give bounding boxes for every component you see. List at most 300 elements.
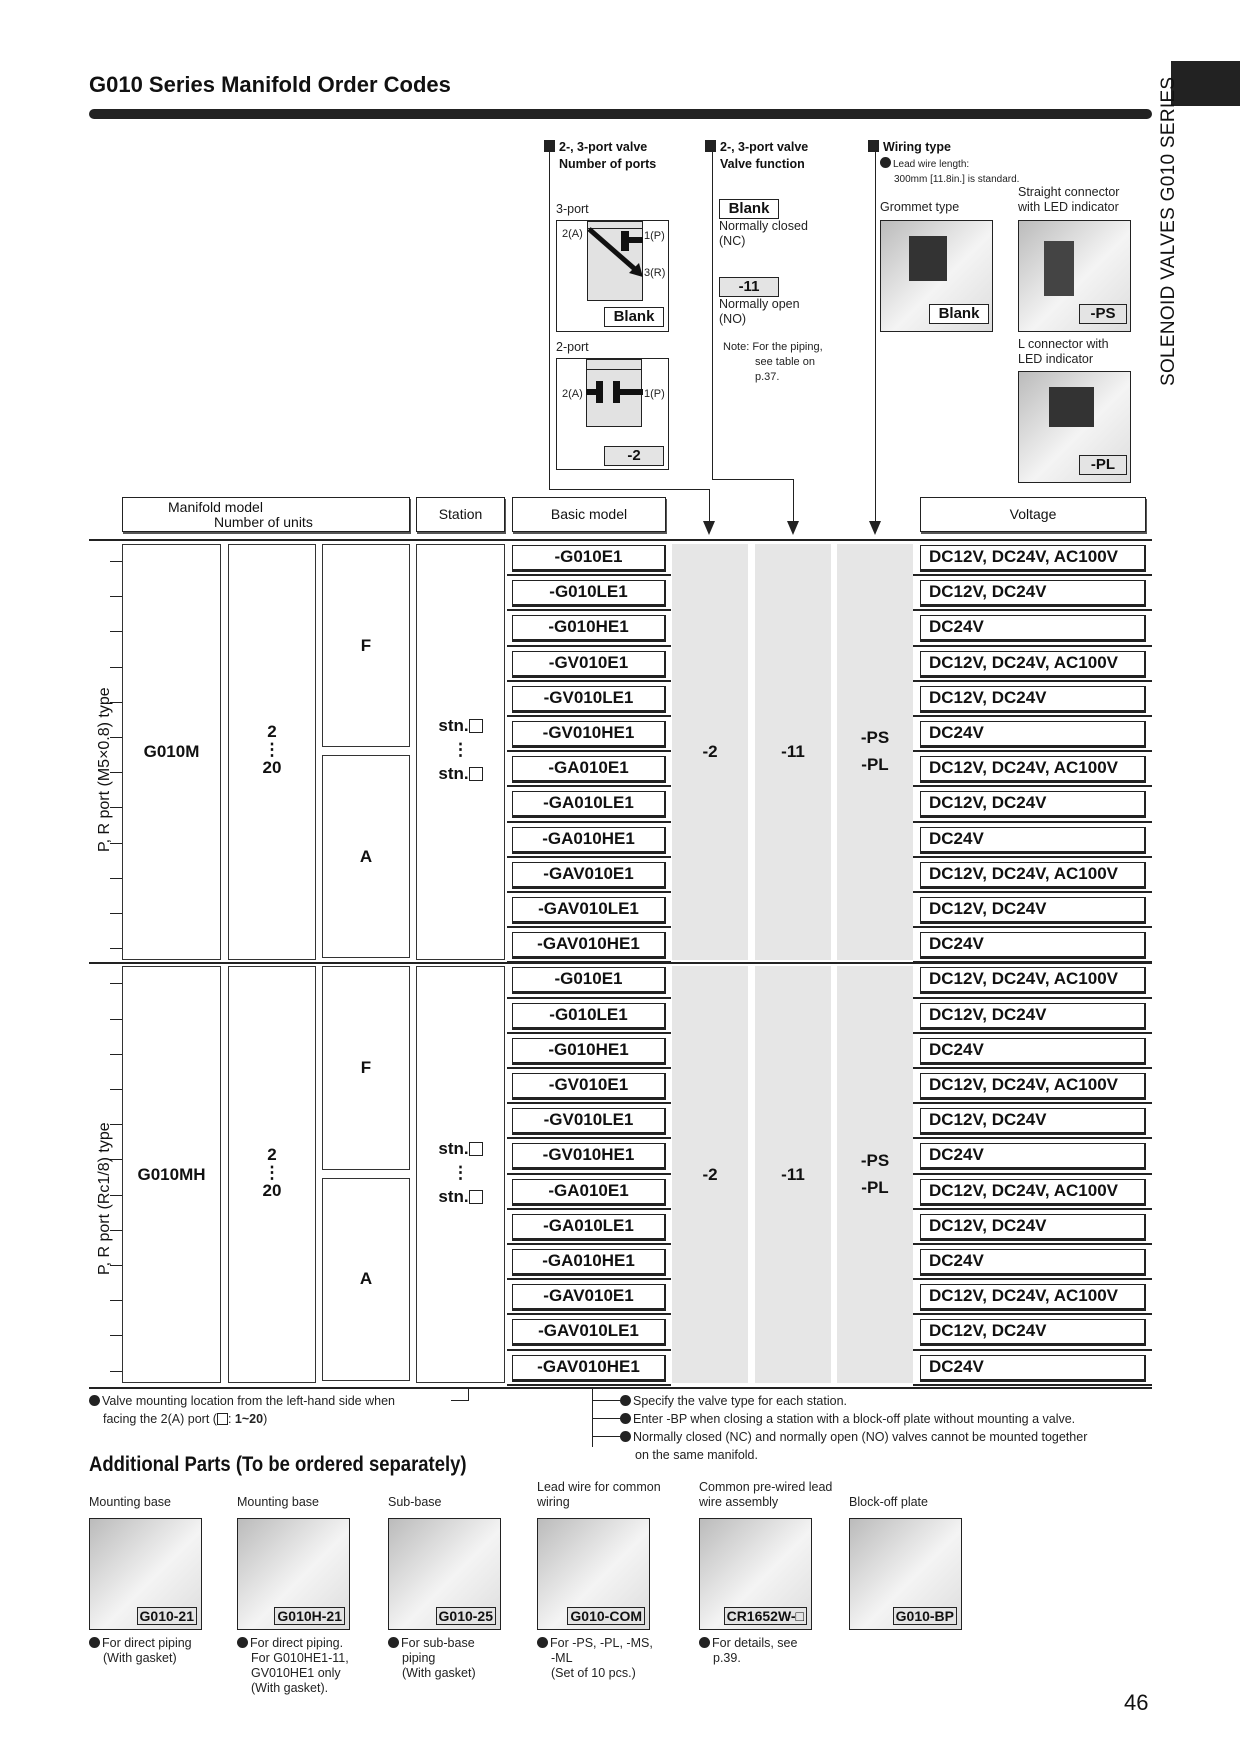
voltage-value: DC24V bbox=[920, 615, 1146, 642]
ports-heading bbox=[544, 139, 656, 173]
station-box-icon bbox=[469, 719, 483, 733]
part-photo bbox=[237, 1518, 350, 1630]
mount-side-a: A bbox=[359, 1269, 373, 1289]
basic-model-code: -GA010E1 bbox=[512, 1179, 666, 1206]
part-photo bbox=[388, 1518, 501, 1630]
row-tick bbox=[110, 561, 122, 562]
station-note bbox=[592, 1392, 1087, 1410]
part-label-line2: Block-off plate bbox=[849, 1495, 928, 1509]
units-min: 2 bbox=[267, 722, 277, 742]
port-3r-label: 3(R) bbox=[644, 267, 666, 279]
wiring-heading-text: Wiring type bbox=[883, 140, 951, 154]
part-description bbox=[89, 1636, 229, 1666]
row-rule bbox=[507, 997, 671, 999]
note-text: Normally closed (NC) and normally open (NO) valves cannot be mounted together bbox=[633, 1430, 1088, 1444]
port-2a-label: 2(A) bbox=[562, 388, 583, 400]
row-rule bbox=[913, 891, 1152, 893]
no-label-line1: Normally open bbox=[719, 297, 800, 311]
basic-model-code: -GV010LE1 bbox=[512, 686, 666, 713]
row-rule bbox=[507, 785, 671, 787]
voltage-value: DC24V bbox=[920, 1249, 1146, 1276]
lead-note-line2: 300mm [11.8in.] is standard. bbox=[894, 174, 1020, 185]
l-line2: LED indicator bbox=[1018, 352, 1094, 366]
row-tick bbox=[110, 983, 122, 984]
voltage-value: DC12V, DC24V, AC100V bbox=[920, 756, 1146, 783]
part-code: G010-25 bbox=[436, 1607, 496, 1625]
station-dots: ⋮ bbox=[452, 740, 469, 760]
part-code: G010-BP bbox=[893, 1607, 957, 1625]
row-rule bbox=[913, 856, 1152, 858]
part-photo bbox=[849, 1518, 962, 1630]
bullet-dot-icon bbox=[388, 1637, 399, 1648]
row-rule bbox=[507, 715, 671, 717]
connector-line bbox=[712, 479, 793, 480]
station-box-icon bbox=[469, 767, 483, 781]
units-max: 20 bbox=[262, 1180, 282, 1200]
station-prefix: stn. bbox=[438, 1186, 469, 1206]
port-type-label: P, R port (Rc1/8) type bbox=[96, 1121, 113, 1275]
basic-model-code: -G010HE1 bbox=[512, 615, 666, 642]
note-left-range: 1~20 bbox=[234, 1412, 264, 1426]
ports-heading-line1: 2-, 3-port valve bbox=[559, 140, 648, 154]
row-rule bbox=[507, 856, 671, 858]
part-label-line2: wire assembly bbox=[699, 1495, 779, 1509]
bullet-dot-icon bbox=[699, 1637, 710, 1648]
basic-model-code: -GV010HE1 bbox=[512, 721, 666, 748]
part-desc-line: -ML bbox=[551, 1651, 573, 1665]
flow-arrow-icon bbox=[587, 221, 647, 301]
connector-line bbox=[875, 150, 876, 521]
straight-connector-photo bbox=[1018, 220, 1131, 332]
three-port-label: 3-port bbox=[556, 202, 589, 216]
three-port-diagram bbox=[556, 220, 669, 332]
basic-model-code: -GV010HE1 bbox=[512, 1143, 666, 1170]
note-text: Enter -BP when closing a station with a block-off plate without mounting a valve. bbox=[633, 1412, 1076, 1426]
voltage-value: DC12V, DC24V bbox=[920, 1319, 1146, 1346]
basic-model-code: -GAV010E1 bbox=[512, 862, 666, 889]
row-rule bbox=[913, 645, 1152, 647]
page-title: G010 Series Manifold Order Codes bbox=[89, 72, 451, 97]
additional-part bbox=[237, 1480, 377, 1700]
lead-wire-note bbox=[880, 157, 1019, 187]
wiring-cell bbox=[837, 544, 913, 960]
row-rule bbox=[913, 750, 1152, 752]
row-tick bbox=[110, 878, 122, 879]
row-rule bbox=[913, 1208, 1152, 1210]
basic-model-code: -G010LE1 bbox=[512, 580, 666, 607]
grommet-label: Grommet type bbox=[880, 200, 960, 214]
manifold-model-header: Manifold model bbox=[168, 499, 263, 515]
part-label bbox=[89, 1480, 171, 1510]
wiring-code-ps: -PS bbox=[860, 728, 890, 748]
row-tick bbox=[110, 948, 122, 949]
station-dots: ⋮ bbox=[452, 1162, 469, 1182]
voltage-value: DC12V, DC24V bbox=[920, 1214, 1146, 1241]
row-rule bbox=[913, 1102, 1152, 1104]
station-box-icon bbox=[217, 1413, 228, 1425]
port-1p-label: 1(P) bbox=[644, 388, 665, 400]
bullet-dot-icon bbox=[620, 1431, 631, 1442]
additional-parts-title: Additional Parts (To be ordered separately) bbox=[89, 1453, 467, 1476]
row-tick bbox=[110, 631, 122, 632]
no-label-line2: (NO) bbox=[719, 312, 747, 326]
coil-shape bbox=[1049, 387, 1094, 427]
basic-model-code: -G010LE1 bbox=[512, 1003, 666, 1030]
row-rule bbox=[507, 1313, 671, 1315]
voltage-value: DC12V, DC24V, AC100V bbox=[920, 967, 1146, 994]
bullet-dot-icon bbox=[89, 1395, 100, 1406]
voltage-value: DC24V bbox=[920, 932, 1146, 959]
connector-line bbox=[793, 479, 794, 521]
note-line3: p.37. bbox=[755, 371, 780, 383]
row-tick bbox=[110, 1054, 122, 1055]
station-first bbox=[416, 1139, 505, 1159]
mount-side-a: A bbox=[359, 846, 373, 866]
port-2a-label: 2(A) bbox=[562, 228, 583, 240]
units-dots: ⋮ bbox=[263, 740, 281, 760]
voltage-value: DC12V, DC24V bbox=[920, 686, 1146, 713]
part-desc-line: piping bbox=[402, 1651, 436, 1665]
row-rule bbox=[913, 821, 1152, 823]
units-min: 2 bbox=[267, 1144, 277, 1164]
basic-model-code: -GA010LE1 bbox=[512, 791, 666, 818]
basic-model-code: -GA010LE1 bbox=[512, 1214, 666, 1241]
nc-label bbox=[719, 219, 808, 249]
row-rule bbox=[913, 1243, 1152, 1245]
straight-line2: with LED indicator bbox=[1018, 200, 1119, 214]
voltage-value: DC24V bbox=[920, 721, 1146, 748]
l-connector-photo bbox=[1018, 371, 1131, 483]
ports-code: -2 bbox=[702, 742, 718, 762]
title-divider bbox=[89, 109, 1152, 119]
no-label bbox=[719, 297, 800, 327]
row-rule bbox=[507, 1067, 671, 1069]
wiring-heading bbox=[868, 139, 951, 156]
row-rule bbox=[507, 574, 671, 576]
mount-side-f: F bbox=[360, 1058, 372, 1077]
note-left-line2b: : bbox=[227, 1412, 235, 1426]
basic-model-code: -GV010E1 bbox=[512, 1073, 666, 1100]
row-tick bbox=[110, 667, 122, 668]
note-line2: see table on bbox=[755, 356, 815, 368]
part-description bbox=[388, 1636, 528, 1681]
manifold-model: G010M bbox=[143, 742, 200, 762]
note-left-line1: Valve mounting location from the left-hand side when bbox=[102, 1394, 395, 1408]
bullet-dot-icon bbox=[620, 1413, 631, 1424]
row-rule bbox=[913, 1067, 1152, 1069]
part-desc-line: (With gasket) bbox=[402, 1666, 476, 1680]
station-note bbox=[592, 1428, 1087, 1446]
part-label-line1: Common pre-wired lead bbox=[699, 1480, 833, 1494]
units-header: Number of units bbox=[214, 514, 313, 530]
manifold-model: G010MH bbox=[137, 1164, 206, 1184]
part-desc-line: p.39. bbox=[713, 1651, 741, 1665]
row-rule bbox=[507, 609, 671, 611]
l-code: -PL bbox=[1079, 455, 1127, 475]
part-desc-line: For -PS, -PL, -MS, bbox=[550, 1636, 653, 1650]
row-rule bbox=[913, 997, 1152, 999]
row-rule bbox=[507, 645, 671, 647]
function-heading-line1: 2-, 3-port valve bbox=[720, 140, 809, 154]
bullet-dot-icon bbox=[537, 1637, 548, 1648]
station-prefix: stn. bbox=[438, 1138, 469, 1158]
manifold-header bbox=[122, 497, 410, 532]
basic-model-code: -GAV010LE1 bbox=[512, 1319, 666, 1346]
row-rule bbox=[913, 609, 1152, 611]
connector-line bbox=[549, 489, 710, 490]
connector-line bbox=[709, 489, 710, 521]
station-prefix: stn. bbox=[438, 716, 469, 736]
two-port-code: -2 bbox=[604, 446, 664, 466]
voltage-value: DC24V bbox=[920, 827, 1146, 854]
voltage-value: DC12V, DC24V bbox=[920, 580, 1146, 607]
part-desc-line: (Set of 10 pcs.) bbox=[551, 1666, 636, 1680]
two-port-diagram bbox=[556, 358, 669, 470]
part-label bbox=[388, 1480, 442, 1510]
row-rule bbox=[913, 1313, 1152, 1315]
table-top-rule bbox=[89, 539, 1152, 541]
part-desc-line: For sub-base bbox=[401, 1636, 475, 1650]
bullet-dot-icon bbox=[620, 1395, 631, 1406]
nc-label-line2: (NC) bbox=[719, 234, 746, 248]
note-left-line2d: ) bbox=[263, 1412, 268, 1426]
part-description bbox=[237, 1636, 377, 1696]
row-rule bbox=[507, 1208, 671, 1210]
row-rule bbox=[913, 574, 1152, 576]
basic-model-code: -GA010HE1 bbox=[512, 1249, 666, 1276]
basic-model-code: -GA010E1 bbox=[512, 756, 666, 783]
bullet-square-icon bbox=[705, 140, 716, 152]
station-last bbox=[416, 764, 505, 784]
basic-model-code: -GV010LE1 bbox=[512, 1108, 666, 1135]
voltage-value: DC24V bbox=[920, 1143, 1146, 1170]
mounting-location-note bbox=[89, 1392, 395, 1428]
part-label bbox=[537, 1480, 661, 1510]
voltage-value: DC12V, DC24V bbox=[920, 1108, 1146, 1135]
station-notes bbox=[592, 1392, 1087, 1464]
note-left-line2a: facing the 2(A) port ( bbox=[103, 1412, 217, 1426]
basic-model-code: -G010E1 bbox=[512, 545, 666, 572]
voltage-value: DC12V, DC24V bbox=[920, 791, 1146, 818]
row-rule bbox=[507, 1278, 671, 1280]
note-text: Specify the valve type for each station. bbox=[633, 1394, 848, 1408]
group-divider bbox=[89, 962, 1152, 964]
station-prefix: stn. bbox=[438, 764, 469, 784]
part-label-line2: Mounting base bbox=[89, 1495, 172, 1509]
port-type-label: P, R port (M5×0.8) type bbox=[96, 687, 113, 853]
part-description bbox=[699, 1636, 839, 1666]
l-line1: L connector with bbox=[1018, 337, 1109, 351]
row-tick bbox=[110, 1335, 122, 1336]
nc-code: Blank bbox=[719, 199, 779, 219]
basic-model-header: Basic model bbox=[512, 497, 666, 532]
grommet-photo bbox=[880, 220, 993, 332]
no-code: -11 bbox=[719, 277, 779, 297]
row-rule bbox=[507, 821, 671, 823]
voltage-value: DC12V, DC24V bbox=[920, 1003, 1146, 1030]
basic-model-code: -GA010HE1 bbox=[512, 827, 666, 854]
part-code: CR1652W-□ bbox=[724, 1607, 807, 1625]
station-last bbox=[416, 1187, 505, 1207]
wiring-code-pl: -PL bbox=[861, 755, 889, 775]
voltage-header: Voltage bbox=[920, 497, 1146, 532]
connector-line bbox=[549, 150, 550, 489]
l-connector-label bbox=[1018, 337, 1109, 367]
mount-side-f: F bbox=[360, 635, 372, 655]
part-desc-line: For direct piping. bbox=[250, 1636, 344, 1650]
note-text: on the same manifold. bbox=[635, 1448, 758, 1462]
connector-line bbox=[468, 1389, 469, 1400]
voltage-value: DC12V, DC24V, AC100V bbox=[920, 651, 1146, 678]
part-code: G010H-21 bbox=[274, 1607, 345, 1625]
arrow-down-icon bbox=[869, 521, 881, 535]
grommet-code: Blank bbox=[929, 304, 989, 324]
voltage-value: DC12V, DC24V, AC100V bbox=[920, 545, 1146, 572]
station-note bbox=[592, 1410, 1087, 1428]
part-label-line2: Sub-base bbox=[388, 1495, 442, 1509]
units-dots: ⋮ bbox=[263, 1162, 281, 1182]
voltage-value: DC12V, DC24V, AC100V bbox=[920, 1179, 1146, 1206]
additional-part bbox=[89, 1480, 229, 1700]
part-label-line1: Lead wire for common bbox=[537, 1480, 661, 1494]
part-photo bbox=[537, 1518, 650, 1630]
arrow-down-icon bbox=[703, 521, 715, 535]
function-heading-line2: Valve function bbox=[720, 157, 805, 171]
bullet-dot-icon bbox=[880, 157, 891, 168]
closed-port-icon bbox=[586, 359, 646, 427]
bullet-dot-icon bbox=[89, 1637, 100, 1648]
additional-part bbox=[537, 1480, 677, 1700]
function-code: -11 bbox=[781, 742, 805, 762]
part-label-line2: wiring bbox=[537, 1495, 570, 1509]
ports-heading-line2: Number of ports bbox=[559, 157, 657, 171]
connector-shape bbox=[1044, 241, 1074, 296]
lead-note-line1: Lead wire length: bbox=[893, 159, 970, 170]
piping-note bbox=[723, 340, 823, 385]
basic-model-code: -GAV010HE1 bbox=[512, 1355, 666, 1382]
part-code: G010-21 bbox=[137, 1607, 197, 1625]
row-rule bbox=[913, 680, 1152, 682]
basic-model-code: -GAV010HE1 bbox=[512, 932, 666, 959]
row-tick bbox=[110, 1371, 122, 1372]
basic-model-code: -GAV010LE1 bbox=[512, 897, 666, 924]
straight-line1: Straight connector bbox=[1018, 185, 1120, 199]
note-line1: Note: For the piping, bbox=[723, 341, 823, 353]
side-section-label: SOLENOID VALVES G010 SERIES bbox=[1158, 76, 1179, 386]
row-rule bbox=[507, 1349, 671, 1351]
row-rule bbox=[913, 1032, 1152, 1034]
row-rule bbox=[507, 680, 671, 682]
additional-part bbox=[849, 1480, 989, 1700]
part-label bbox=[237, 1480, 319, 1510]
station-box-icon bbox=[469, 1190, 483, 1204]
voltage-value: DC12V, DC24V, AC100V bbox=[920, 862, 1146, 889]
row-rule bbox=[507, 750, 671, 752]
part-desc-line: (With gasket). bbox=[251, 1681, 329, 1695]
units-max: 20 bbox=[262, 758, 282, 778]
basic-model-code: -G010E1 bbox=[512, 967, 666, 994]
station-first bbox=[416, 716, 505, 736]
row-tick bbox=[110, 1300, 122, 1301]
ports-code: -2 bbox=[702, 1164, 718, 1184]
row-tick bbox=[110, 596, 122, 597]
row-rule bbox=[913, 1349, 1152, 1351]
wiring-code-ps: -PS bbox=[860, 1150, 890, 1170]
part-code: G010-COM bbox=[567, 1607, 645, 1625]
coil-shape bbox=[909, 236, 947, 281]
part-desc-line: (With gasket) bbox=[103, 1651, 177, 1665]
part-photo bbox=[89, 1518, 202, 1630]
row-rule bbox=[507, 1173, 671, 1175]
voltage-value: DC12V, DC24V bbox=[920, 897, 1146, 924]
arrow-down-icon bbox=[787, 521, 799, 535]
additional-part bbox=[388, 1480, 528, 1700]
part-label-line2: Mounting base bbox=[237, 1495, 320, 1509]
nc-label-line1: Normally closed bbox=[719, 219, 808, 233]
additional-part bbox=[699, 1480, 839, 1700]
voltage-value: DC12V, DC24V, AC100V bbox=[920, 1073, 1146, 1100]
wiring-cell bbox=[837, 966, 913, 1382]
basic-model-code: -GAV010E1 bbox=[512, 1284, 666, 1311]
station-header: Station bbox=[416, 497, 505, 532]
row-tick bbox=[110, 913, 122, 914]
row-rule bbox=[507, 1384, 671, 1386]
bullet-dot-icon bbox=[237, 1637, 248, 1648]
voltage-value: DC24V bbox=[920, 1038, 1146, 1065]
row-rule bbox=[913, 785, 1152, 787]
page-number: 46 bbox=[1124, 1690, 1149, 1715]
function-code: -11 bbox=[781, 1164, 805, 1184]
row-tick bbox=[110, 1089, 122, 1090]
two-port-label: 2-port bbox=[556, 340, 589, 354]
row-rule bbox=[507, 1102, 671, 1104]
straight-connector-label bbox=[1018, 185, 1119, 215]
row-rule bbox=[913, 1278, 1152, 1280]
connector-line bbox=[712, 150, 713, 479]
straight-code: -PS bbox=[1079, 304, 1127, 324]
row-rule bbox=[913, 1173, 1152, 1175]
part-desc-line: For G010HE1-11, bbox=[251, 1651, 349, 1665]
row-tick bbox=[110, 1019, 122, 1020]
part-label bbox=[849, 1480, 928, 1510]
row-rule bbox=[507, 1137, 671, 1139]
station-box-icon bbox=[469, 1142, 483, 1156]
row-rule bbox=[913, 1384, 1152, 1386]
row-rule bbox=[913, 715, 1152, 717]
part-desc-line: GV010HE1 only bbox=[251, 1666, 341, 1680]
part-photo bbox=[699, 1518, 812, 1630]
part-description bbox=[537, 1636, 677, 1681]
row-rule bbox=[913, 1137, 1152, 1139]
three-port-code: Blank bbox=[604, 307, 664, 327]
row-rule bbox=[507, 1032, 671, 1034]
part-label bbox=[699, 1480, 832, 1510]
basic-model-code: -G010HE1 bbox=[512, 1038, 666, 1065]
basic-model-code: -GV010E1 bbox=[512, 651, 666, 678]
part-desc-line: For details, see bbox=[712, 1636, 798, 1650]
function-heading bbox=[705, 139, 808, 173]
section-tab bbox=[1171, 61, 1240, 106]
bullet-square-icon bbox=[868, 140, 879, 152]
row-rule bbox=[507, 926, 671, 928]
wiring-code-pl: -PL bbox=[861, 1177, 889, 1197]
connector-line bbox=[451, 1400, 469, 1401]
table-bottom-rule bbox=[89, 1387, 1152, 1389]
voltage-value: DC12V, DC24V, AC100V bbox=[920, 1284, 1146, 1311]
port-1p-label: 1(P) bbox=[644, 230, 665, 242]
voltage-value: DC24V bbox=[920, 1355, 1146, 1382]
part-desc-line: For direct piping bbox=[102, 1636, 192, 1650]
